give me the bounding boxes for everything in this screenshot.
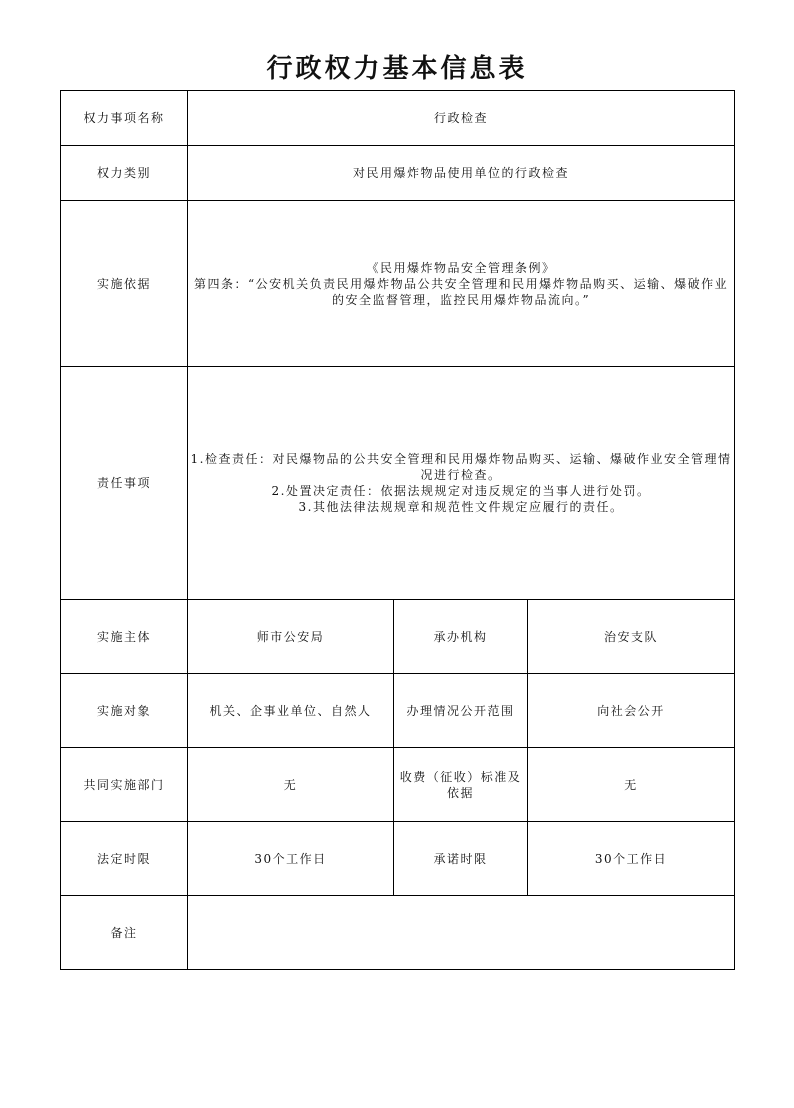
label-fee-standard: 收费（征收）标准及依据 <box>394 748 528 822</box>
label-joint-department: 共同实施部门 <box>61 748 188 822</box>
value-disclosure-scope: 向社会公开 <box>528 674 735 748</box>
value-responsibility <box>188 367 735 600</box>
label-remark: 备注 <box>61 896 188 970</box>
value-subject: 师市公安局 <box>188 600 394 674</box>
label-subject: 实施主体 <box>61 600 188 674</box>
value-basis <box>188 201 735 367</box>
value-joint-department: 无 <box>188 748 394 822</box>
label-disclosure-scope: 办理情况公开范围 <box>394 674 528 748</box>
table-row <box>61 748 735 822</box>
label-power-name: 权力事项名称 <box>61 91 188 146</box>
label-responsibility: 责任事项 <box>61 367 188 600</box>
table-row <box>61 146 735 201</box>
table-row <box>61 896 735 970</box>
label-promised-deadline: 承诺时限 <box>394 822 528 896</box>
label-basis: 实施依据 <box>61 201 188 367</box>
value-promised-deadline: 30个工作日 <box>528 822 735 896</box>
table-row <box>61 91 735 146</box>
label-power-category: 权力类别 <box>61 146 188 201</box>
value-power-category: 对民用爆炸物品使用单位的行政检查 <box>188 146 735 201</box>
value-remark <box>188 896 735 970</box>
label-legal-deadline: 法定时限 <box>61 822 188 896</box>
value-power-name: 行政检查 <box>188 91 735 146</box>
label-target: 实施对象 <box>61 674 188 748</box>
responsibility-line: 2.处置决定责任：依据法规规定对违反规定的当事人进行处罚。 <box>271 484 651 498</box>
table-row <box>61 600 735 674</box>
responsibility-line: 1.检查责任：对民爆物品的公共安全管理和民用爆炸物品购买、运输、爆破作业安全管理情况进行检查。 <box>190 452 732 482</box>
basis-line: 《民用爆炸物品安全管理条例》 <box>366 260 556 275</box>
table-row <box>61 674 735 748</box>
info-table <box>60 90 735 970</box>
table-row <box>61 367 735 600</box>
value-legal-deadline: 30个工作日 <box>188 822 394 896</box>
label-handling-agency: 承办机构 <box>394 600 528 674</box>
value-fee-standard: 无 <box>528 748 735 822</box>
table-row <box>61 822 735 896</box>
basis-line: 第四条：“公安机关负责民用爆炸物品公共安全管理和民用爆炸物品购买、运输、爆破作业的安全监督管理，监控民用爆炸物品流向。” <box>193 276 729 307</box>
responsibility-line: 3.其他法律法规规章和规范性文件规定应履行的责任。 <box>298 500 624 514</box>
value-handling-agency: 治安支队 <box>528 600 735 674</box>
page-title: 行政权力基本信息表 <box>266 54 528 84</box>
table-row <box>61 201 735 367</box>
value-target: 机关、企事业单位、自然人 <box>188 674 394 748</box>
